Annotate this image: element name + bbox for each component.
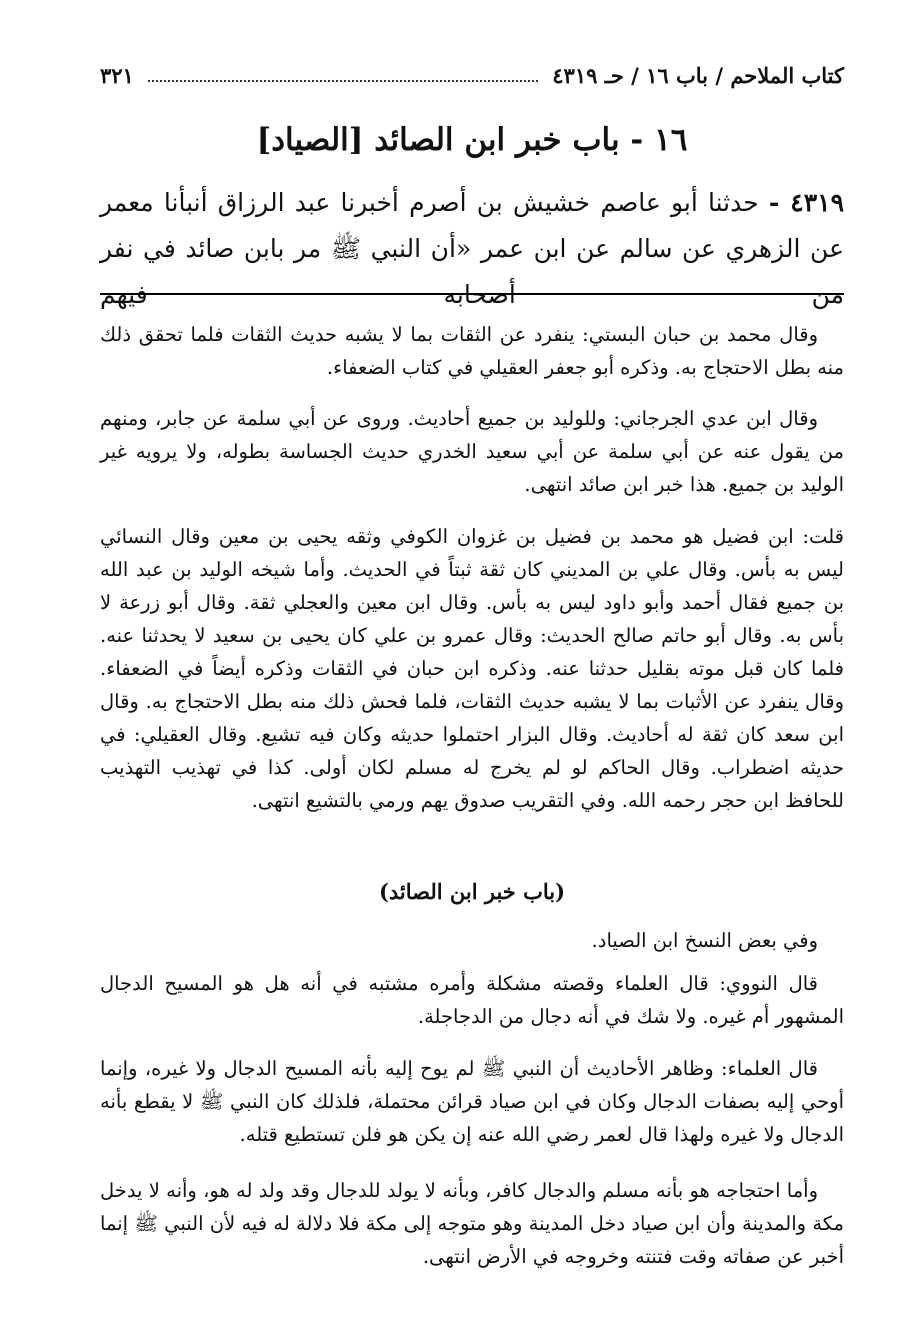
commentary-paragraph xyxy=(100,520,844,817)
commentary-text-3: قلت: ابن فضيل هو محمد بن فضيل بن غزوان الكوفي وثقه يحيى بن معين وقال النسائي ليس به بأس. وقال علي بن المديني كان ثقة ثبتاً في الحديث. وأما شيخه الوليد بن عبد الله بن جميع فقال أحمد وأبو داود ليس به بأس. وقال ابن معين والعجلي ثقة. وقال أبو زرعة لا بأس به. وقال أبو حاتم صالح الحديث: وقال عمرو بن علي كان يحيى بن سعيد لا يحدثنا عنه. فلما كان قبل موته بقليل حدثنا عنه. وذكره ابن حبان في الثقات وذكره أيضاً في الضعفاء. وقال ينفرد عن الأثبات بما لا يشبه حديث الثقات، فلما فحش ذلك منه بطل الاحتجاج به. وقال ابن سعد كان ثقة له أحاديث. وقال البزار احتملوا حديثه وكان فيه تشيع. وقال العقيلي: في حديثه اضطراب. وقال الحاكم لو لم يخرج له مسلم لكان أولى. كذا في تهذيب التهذيب للحافظ ابن حجر رحمه الله. وفي التقريب صدوق يهم ورمي بالتشيع انتهى. xyxy=(100,525,844,812)
hadith-number: ٤٣١٩ - xyxy=(768,188,844,217)
commentary-paragraph xyxy=(100,1174,844,1273)
page-header xyxy=(100,58,844,92)
hadith-text xyxy=(100,180,844,318)
commentary-text-7: وأما احتجاجه هو بأنه مسلم والدجال كافر، وبأنه لا يولد للدجال وقد ولد له هو، وأنه لا يدخل مكة والمدينة وأن ابن صياد دخل المدينة وهو متوجه إلى مكة فلا دلالة له فيه لأن النبي ﷺ إنما أخبر عن صفاته وقت فتنته وخروجه في الأرض انتهى. xyxy=(100,1179,844,1268)
section-subheading: (باب خبر ابن الصائد) xyxy=(378,879,566,904)
commentary-text-1: وقال محمد بن حبان البستي: ينفرد عن الثقات بما لا يشبه حديث الثقات فلما تحقق ذلك منه بطل الاحتجاج به. وذكره أبو جعفر العقيلي في كتاب الضعفاء. xyxy=(100,323,844,379)
commentary-paragraph xyxy=(100,924,844,957)
commentary-text-4: وفي بعض النسخ ابن الصياد. xyxy=(591,929,818,952)
commentary-paragraph xyxy=(100,318,844,384)
commentary-text-5: قال النووي: قال العلماء وقصته مشكلة وأمره مشتبه في أنه هل هو المسيح الدجال المشهور أم غيره. ولا شك في أنه دجال من الدجاجلة. xyxy=(100,972,844,1028)
leader-dots xyxy=(148,80,538,82)
commentary-paragraph xyxy=(100,402,844,501)
hadith-body: حدثنا أبو عاصم خشيش بن أصرم أخبرنا عبد الرزاق أنبأنا معمر عن الزهري عن سالم عن ابن عمر «أن النبي ﷺ مر بابن صائد في نفر من أصحابه فيهم xyxy=(100,188,844,309)
chapter-title: ١٦ - باب خبر ابن الصائد [الصياد] xyxy=(256,122,688,158)
running-title: كتاب الملاحم / باب ١٦ / حـ ٤٣١٩ xyxy=(552,62,844,88)
separator-rule xyxy=(100,293,844,295)
commentary-text-6: قال العلماء: وظاهر الأحاديث أن النبي ﷺ لم يوح إليه بأنه المسيح الدجال ولا غيره، وإنما أوحي إليه بصفات الدجال وكان في ابن صياد قرائن محتملة، فلذلك كان النبي ﷺ لا يقطع بأنه الدجال ولا غيره ولهذا قال لعمر رضي الله عنه إن يكن هو فلن تستطيع قتله. xyxy=(100,1057,844,1146)
commentary-paragraph xyxy=(100,1052,844,1151)
commentary-text-2: وقال ابن عدي الجرجاني: وللوليد بن جميع أحاديث. وروى عن أبي سلمة عن جابر، ومنهم من يقول عنه عن أبي سلمة عن أبي سعيد الخدري حديث الجساسة بطوله، ولا يرويه غير الوليد بن جميع. هذا خبر ابن صائد انتهى. xyxy=(100,407,844,496)
page-number: ٣٢١ xyxy=(100,62,134,88)
commentary-paragraph xyxy=(100,967,844,1033)
